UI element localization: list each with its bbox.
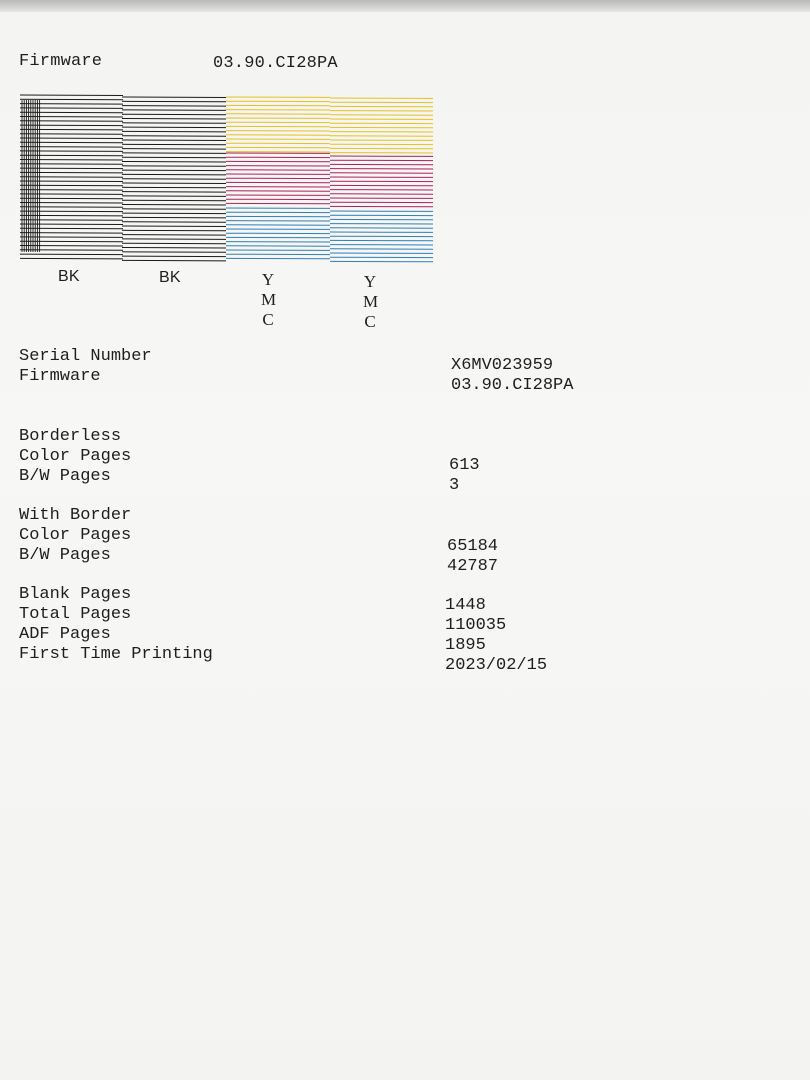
nozzle-bk-block-2-hline — [122, 252, 226, 253]
nozzle-bk-block-2-hline — [122, 235, 226, 236]
info-labels — [19, 347, 152, 387]
first-time-printing-value: 2023/02/15 — [445, 656, 548, 675]
nozzle-bk-block-2-hline — [122, 110, 226, 111]
nozzle-label-bk-1: BK — [58, 268, 80, 285]
nozzle-label-m: M — [261, 290, 277, 309]
nozzle-bk-block-2-hline — [122, 226, 226, 227]
serial-number-label: Serial Number — [19, 347, 152, 366]
adf-pages-label: ADF Pages — [19, 625, 111, 644]
nozzle-bk-block-2-hline — [122, 149, 226, 150]
nozzle-bk-block-1-hline — [20, 258, 123, 259]
nozzle-bk-block-2-hline — [122, 217, 226, 218]
nozzle-bk-block-2-hline — [122, 183, 226, 184]
nozzle-bk-block-2-hline — [122, 213, 226, 214]
nozzle-label-c: C — [262, 310, 274, 329]
nozzle-bk-block-2-hline — [122, 260, 226, 261]
nozzle-label-y: Y — [261, 270, 275, 289]
nozzle-bk-block-2-hline — [122, 170, 226, 171]
nozzle-bk-block-2-hline — [122, 114, 226, 115]
nozzle-label-y: Y — [363, 272, 377, 291]
with-border-labels — [19, 506, 131, 566]
nozzle-bk-block-2-hline — [122, 192, 226, 193]
nozzle-bk-block-2-hline — [122, 222, 226, 223]
borderless-bw-pages-value: 3 — [449, 476, 460, 495]
nozzle-bk-block-2-hline — [122, 248, 226, 249]
nozzle-bk-block-2-hline — [122, 166, 226, 167]
borderless-color-pages-label: Color Pages — [19, 447, 132, 466]
blank-pages-value: 1448 — [445, 596, 486, 615]
header-firmware-value: 03.90.CI28PA — [213, 54, 338, 73]
nozzle-bk-block-2-hline — [122, 101, 226, 102]
nozzle-bk-block-2-hline — [122, 200, 226, 201]
firmware-value: 03.90.CI28PA — [451, 376, 574, 395]
totals-values — [445, 596, 547, 676]
borderless-heading: Borderless — [19, 427, 122, 446]
nozzle-bk-block-1-hline — [20, 95, 123, 96]
nozzle-bk-block-2-hline — [122, 119, 226, 120]
nozzle-bk-block-2-hline — [122, 127, 226, 128]
borderless-bw-pages-label: B/W Pages — [19, 467, 111, 486]
total-pages-label: Total Pages — [19, 605, 132, 624]
info-values — [451, 356, 573, 396]
nozzle-bk-block-1-hline — [20, 99, 123, 100]
firmware-label: Firmware — [19, 367, 101, 386]
nozzle-bk-block-2-hline — [122, 157, 226, 158]
nozzle-bk-block-2-hline — [122, 174, 226, 175]
with-border-bw-pages-label: B/W Pages — [19, 546, 111, 565]
serial-number-value: X6MV023959 — [451, 356, 554, 375]
borderless-values — [449, 456, 480, 496]
totals-labels — [19, 585, 213, 665]
nozzle-bk-block-2-hline — [122, 106, 226, 107]
nozzle-bk-block-2-hline — [122, 153, 226, 154]
nozzle-label-ymc-1 — [261, 270, 275, 330]
with-border-heading: With Border — [19, 506, 132, 525]
nozzle-label-c: C — [364, 312, 376, 331]
nozzle-bk-block-2-hline — [122, 187, 226, 188]
borderless-labels — [19, 427, 131, 487]
nozzle-bk-block-2-hline — [122, 230, 226, 231]
with-border-color-pages-label: Color Pages — [19, 526, 132, 545]
nozzle-bk-block-2-hline — [122, 239, 226, 240]
blank-pages-label: Blank Pages — [19, 585, 132, 604]
nozzle-bk-block-2-hline — [122, 131, 226, 132]
nozzle-bk-block-2-hline — [122, 209, 226, 210]
nozzle-bk-block-2-hline — [122, 123, 226, 124]
with-border-color-pages-value: 65184 — [447, 537, 499, 556]
nozzle-bk-block-2-hline — [122, 196, 226, 197]
nozzle-bk-block-2-hline — [122, 205, 226, 206]
nozzle-bk-block-2-hline — [122, 140, 226, 141]
nozzle-label-m: M — [363, 292, 379, 311]
adf-pages-value: 1895 — [445, 636, 486, 655]
header-firmware-label: Firmware — [19, 52, 103, 71]
nozzle-bk-block-2-hline — [122, 162, 226, 163]
nozzle-bk-block-2-hline — [122, 256, 226, 257]
nozzle-label-ymc-2 — [363, 272, 377, 332]
total-pages-value: 110035 — [445, 616, 507, 635]
with-border-bw-pages-value: 42787 — [447, 557, 499, 576]
nozzle-bk-block-2-hline — [122, 144, 226, 145]
nozzle-bk-block-2-hline — [122, 243, 226, 244]
nozzle-bk-block-2-hline — [122, 136, 226, 137]
with-border-values — [447, 537, 498, 577]
nozzle-bk-block-1-hline — [20, 254, 123, 255]
nozzle-bk-block-2-hline — [122, 97, 226, 98]
borderless-color-pages-value: 613 — [449, 456, 480, 475]
nozzle-bk-block-2-hline — [122, 179, 226, 180]
first-time-printing-label: First Time Printing — [19, 645, 213, 664]
nozzle-label-bk-2: BK — [159, 269, 181, 286]
